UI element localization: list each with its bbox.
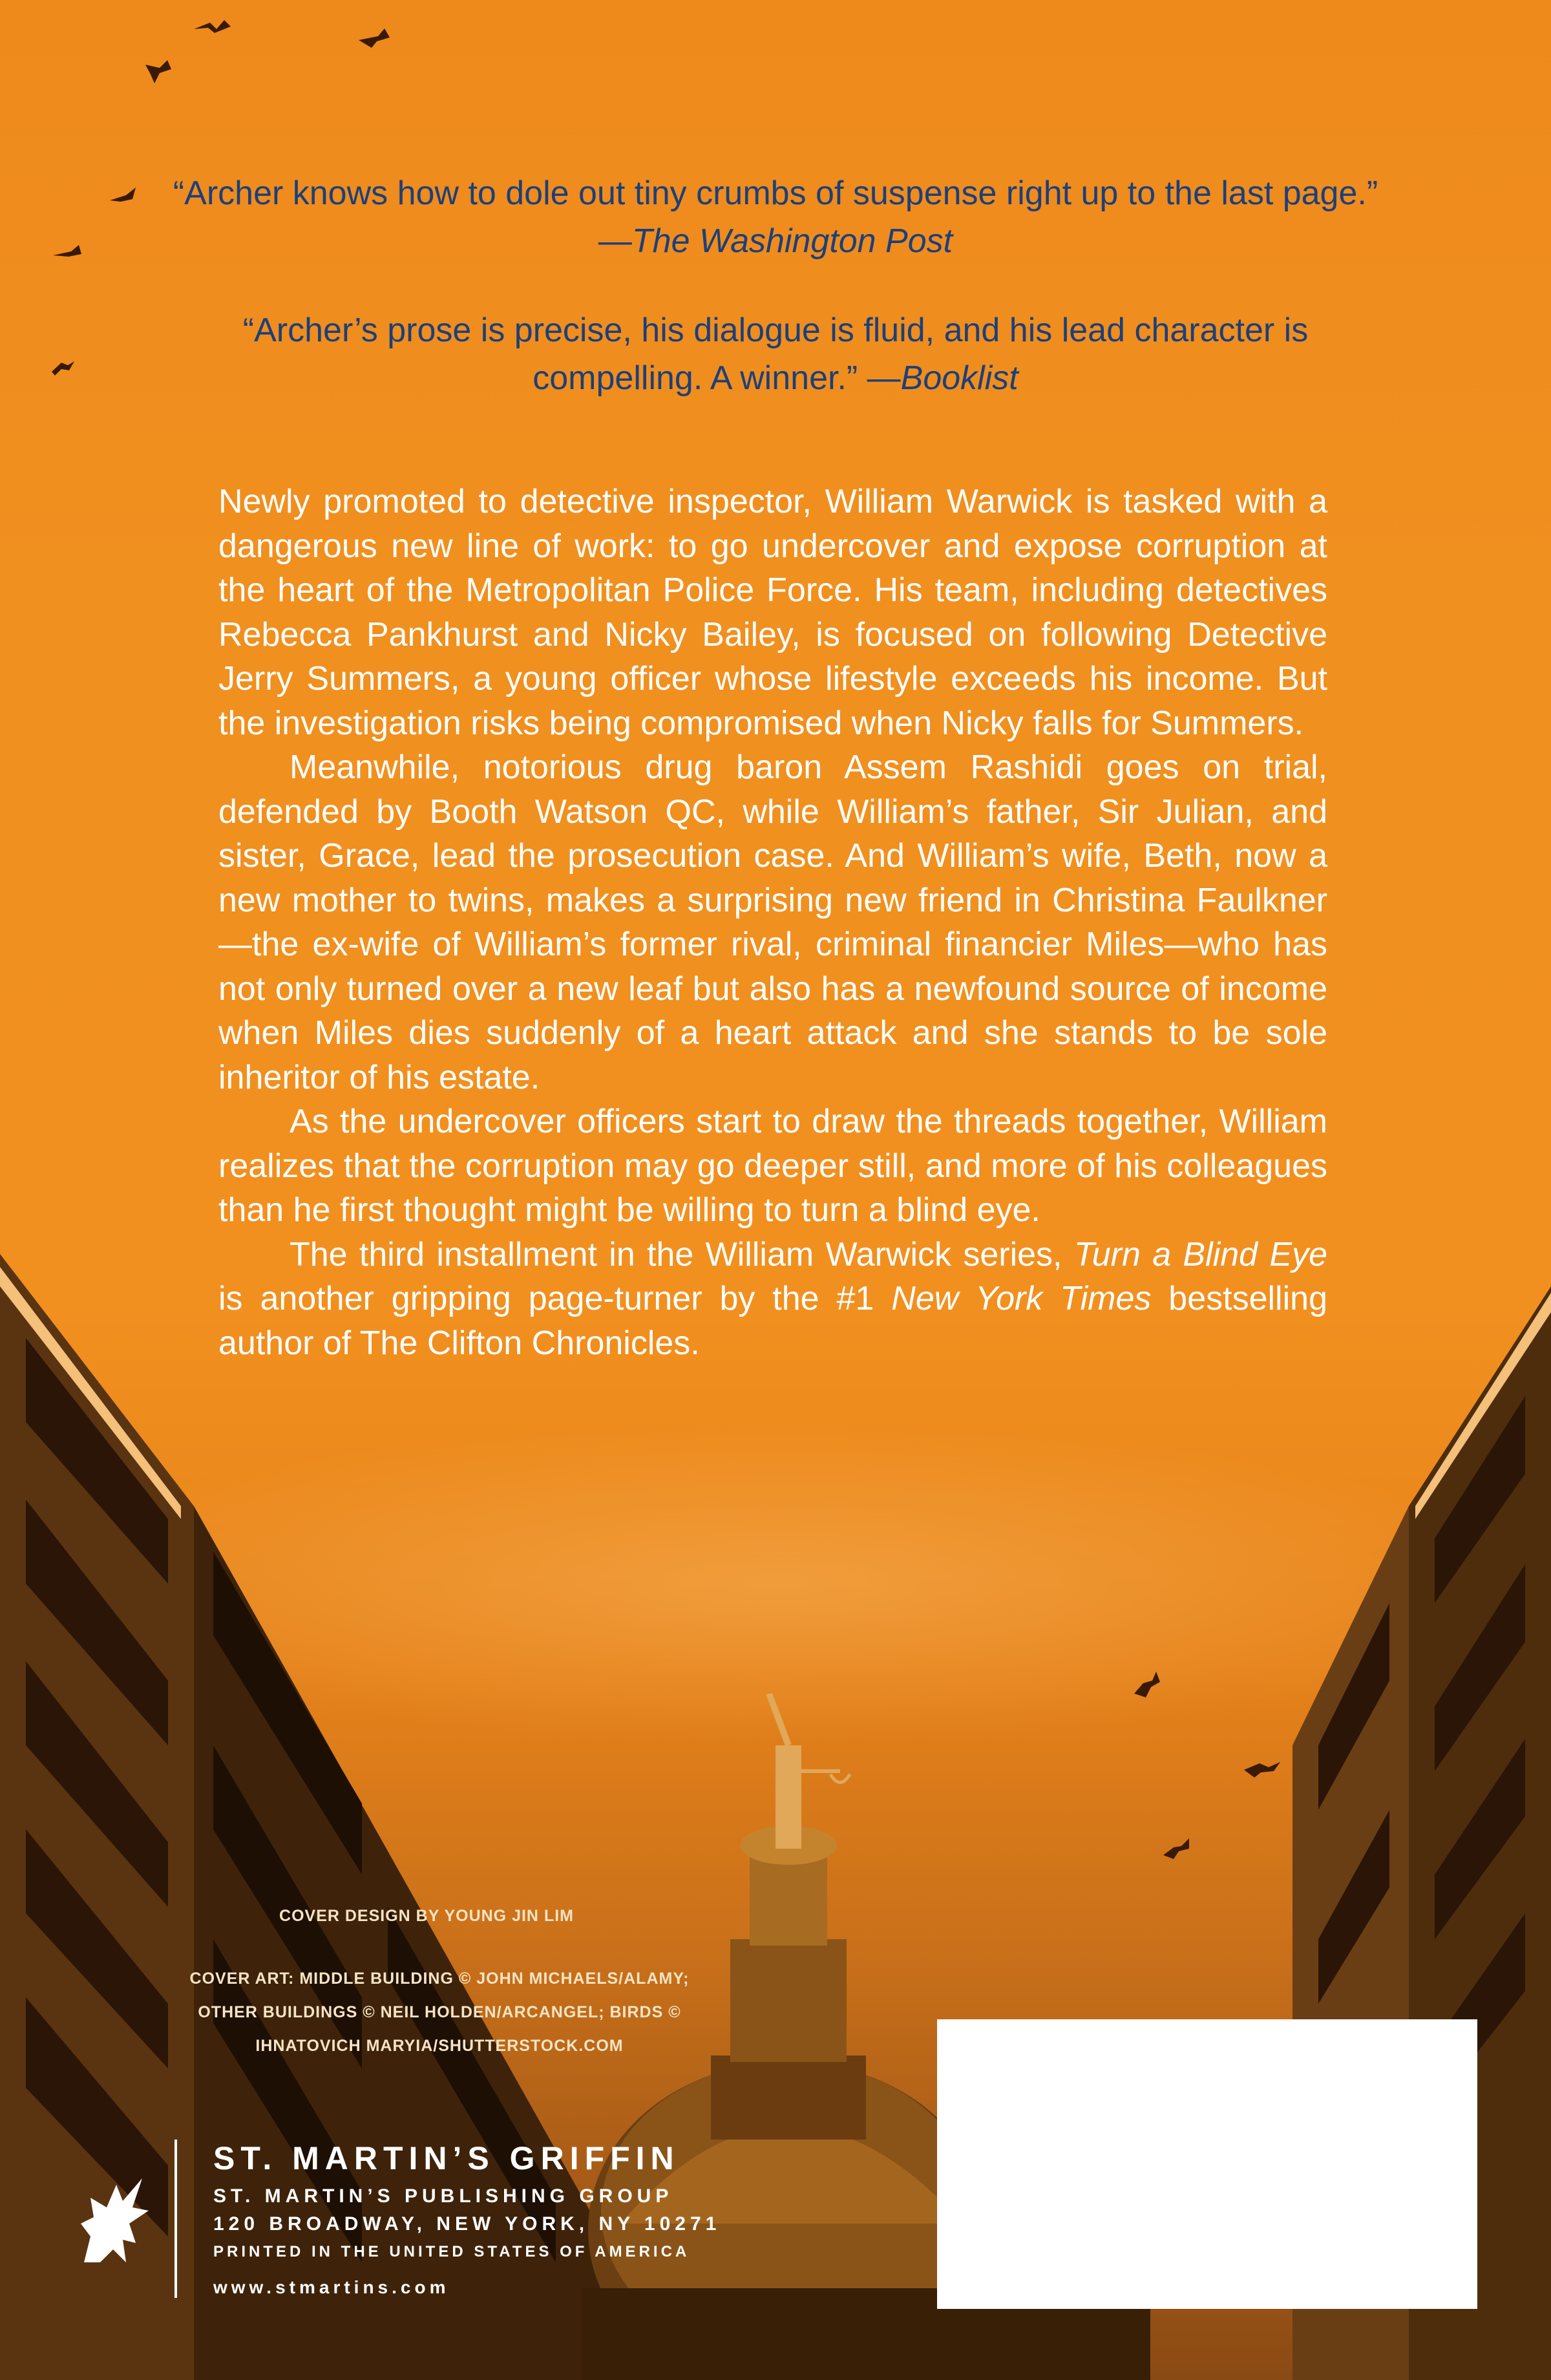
quote-source: Booklist [900,359,1018,397]
cover-art-credit: COVER ART: MIDDLE BUILDING © JOHN MICHAELS/ALAMY; OTHER BUILDINGS © NEIL HOLDEN/ARCANGEL; BIRDS © IHNATOVICH MARYIA/SHUTTERSTOCK.COM [189,1970,690,2055]
newspaper-name: New York Times [891,1280,1152,1317]
description-paragraph: Meanwhile, notorious drug baron Assem Rashidi goes on trial, defended by Booth Watson QC, while William’s father, Sir Julian, and sister, Grace, lead the prosecution case. And William’s wife, Beth, now a new mother to twins, makes a surprising new friend in Christina Faulkner—the ex-wife of William’s former rival, criminal financier Miles—who has not only turned over a new leaf but also has a newfound source of income when Miles dies suddenly of a heart attack and she stands to be sole inheritor of his estate. [218,749,1327,1096]
publisher-group: ST. MARTIN’S PUBLISHING GROUP [213,2185,673,2207]
quote-washington-post: “Archer knows how to dole out tiny crumbs of suspense right up to the last page.” —The Washington Post [173,175,1378,260]
griffin-logo-icon [71,2172,155,2269]
publisher-name: ST. MARTIN’S GRIFFIN [213,2140,680,2176]
barcode-area [937,2019,1477,2309]
publisher-block [174,2140,721,2298]
book-title: Turn a Blind Eye [1073,1235,1327,1273]
book-description [218,480,1327,1365]
publisher-address: 120 BROADWAY, NEW YORK, NY 10271 [213,2213,721,2235]
review-quotes [168,169,1383,443]
quote-booklist: “Archer’s prose is precise, his dialogue is fluid, and his lead character is compelling. A winner.” —Booklist [242,312,1309,397]
cover-design-credit: COVER DESIGN BY YOUNG JIN LIM [279,1907,574,1925]
description-paragraph: The third installment in the William Warwick series, Turn a Blind Eye is another gripping page-turner by the #1 New York Times bestselling author of The Clifton Chronicles. [218,1235,1327,1362]
description-paragraph: Newly promoted to detective inspector, William Warwick is tasked with a dangerous new line of work: to go undercover and expose corruption at the heart of the Metropolitan Police Force. His team, including detectives Rebecca Pankhurst and Nicky Bailey, is focused on following Detective Jerry Summers, a young officer whose lifestyle exceeds his income. But the investigation risks being compromised when Nicky falls for Summers. [218,483,1327,742]
publisher-url: www.stmartins.com [213,2277,450,2297]
description-paragraph: As the undercover officers start to draw the threads together, William realizes that the corruption may go deeper still, and more of his colleagues than he first thought might be willing to turn a blind eye. [218,1103,1327,1229]
quote-source: The Washington Post [631,222,953,260]
printed-notice: PRINTED IN THE UNITED STATES OF AMERICA [213,2243,690,2260]
